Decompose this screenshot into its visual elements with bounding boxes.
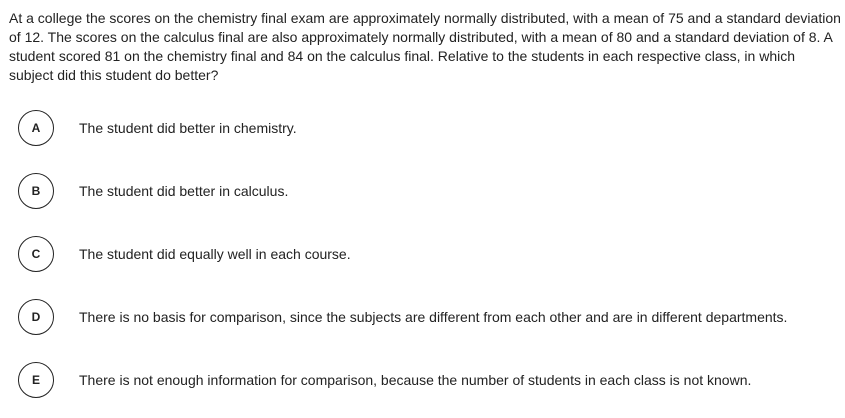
question-text: At a college the scores on the chemistry final exam are approximately normally distributed, with a mean of 75 and a standard deviation of 12. The scores on the calculus final are also approximately normally distributed, with a mean of 80 and a standard deviation of 8. A student scored 81 on the chemistry final and 84 on the calculus final. Relative to the students in each respective class, in which subject did this student do better? — [9, 10, 841, 83]
option-text[interactable]: The student did better in calculus. — [79, 183, 289, 199]
option-text[interactable]: The student did equally well in each course. — [79, 246, 351, 262]
answer-option-a[interactable] — [18, 110, 297, 146]
answer-option-d[interactable] — [18, 299, 787, 335]
option-text[interactable]: The student did better in chemistry. — [79, 120, 297, 136]
option-letter-badge[interactable]: A — [18, 110, 54, 146]
option-text[interactable]: There is no basis for comparison, since the subjects are different from each other and are in different departments. — [79, 309, 788, 325]
option-letter-badge[interactable]: B — [18, 173, 54, 209]
answer-option-b[interactable] — [18, 173, 288, 209]
answer-option-c[interactable] — [18, 236, 351, 272]
answer-option-e[interactable] — [18, 362, 751, 398]
option-letter-badge[interactable]: E — [18, 362, 54, 398]
option-letter-badge[interactable]: D — [18, 299, 54, 335]
option-letter-badge[interactable]: C — [18, 236, 54, 272]
option-text[interactable]: There is not enough information for comparison, because the number of students in each class is not known. — [79, 372, 752, 388]
